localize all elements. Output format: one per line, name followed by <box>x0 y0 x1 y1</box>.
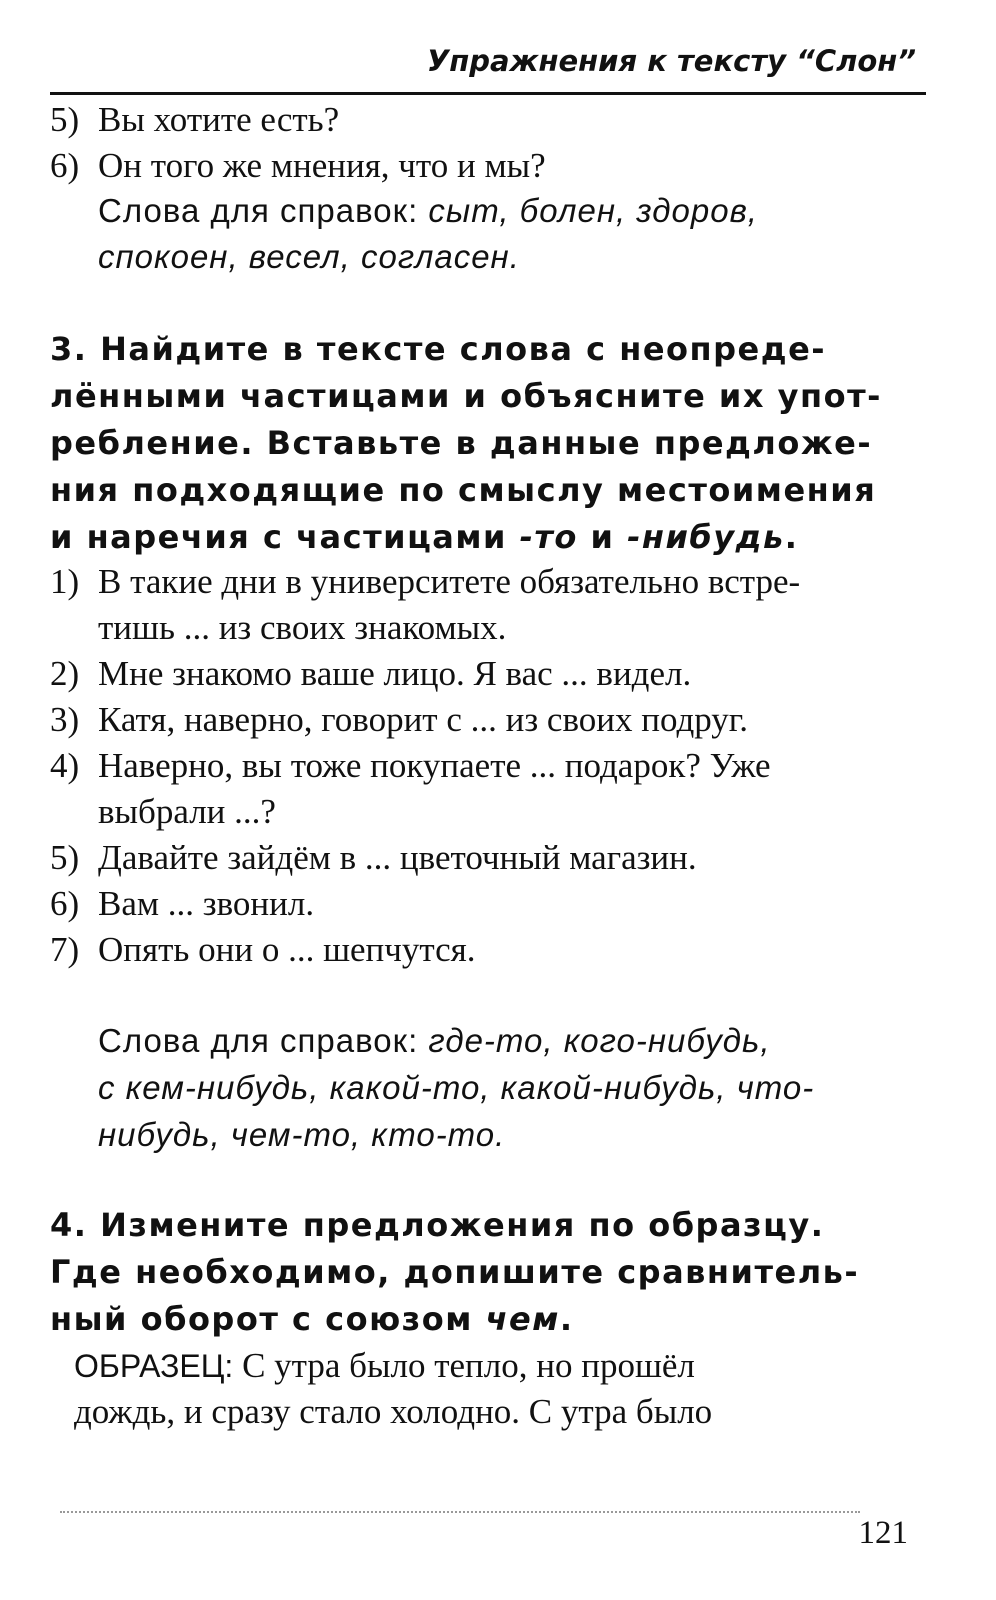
item-number: 6) <box>50 146 80 185</box>
exercise-3-title-line: 3. Найдите в тексте слова с неопреде- <box>50 330 827 368</box>
reference-list-cont: нибудь, чем-то, кто-то. <box>98 1116 506 1153</box>
exercise-3-title-line: и наречия с частицами -то и -нибудь. <box>50 518 799 556</box>
item-text: Вам ... звонил. <box>98 884 315 923</box>
list-item <box>50 146 546 186</box>
item-text: Катя, наверно, говорит с ... из своих подруг. <box>98 700 748 739</box>
list-item <box>50 930 476 970</box>
reference-label: Слова для справок: <box>98 192 419 229</box>
reference-list-cont: спокоен, весел, согласен. <box>98 238 520 275</box>
sample-text: ОБРАЗЕЦ: С утра было тепло, но прошёл <box>74 1346 695 1385</box>
item-number: 3) <box>50 700 80 739</box>
particle-to: -то <box>519 518 578 556</box>
item-text: тишь ... из своих знакомых. <box>98 608 507 647</box>
running-header: Упражнения к тексту “Слон” <box>426 44 916 78</box>
list-item <box>50 654 691 694</box>
item-number: 7) <box>50 930 80 969</box>
list-item <box>50 700 748 740</box>
item-number: 6) <box>50 884 80 923</box>
item-text: Он того же мнения, что и мы? <box>98 146 546 185</box>
list-item <box>50 562 800 602</box>
item-text: Вы хотите есть? <box>98 100 340 139</box>
exercise-3-title-line: ребление. Вставьте в данные предложе- <box>50 424 873 462</box>
item-text: Опять они о ... шепчутся. <box>98 930 476 969</box>
particle-nibud: -нибудь <box>627 518 785 556</box>
footer-rule <box>60 1511 860 1513</box>
list-item-cont <box>50 792 276 832</box>
exercise-4-title-line: 4. Измените предложения по образцу. <box>50 1206 825 1244</box>
reference-words <box>98 1022 771 1060</box>
list-item-cont <box>50 608 506 648</box>
list-item <box>50 838 697 878</box>
item-text: В такие дни в университете обязательно встре- <box>98 562 801 601</box>
item-text: Мне знакомо ваше лицо. Я вас ... видел. <box>98 654 692 693</box>
item-number: 5) <box>50 100 80 139</box>
exercise-3-title-line: ния подходящие по смыслу местоимения <box>50 471 877 509</box>
header-rule <box>50 92 926 95</box>
reference-list: сыт, болен, здоров, <box>428 192 758 229</box>
exercise-4-title-line: ный оборот с союзом чем. <box>50 1300 574 1338</box>
exercise-4-title-line: Где необходимо, допишите сравнитель- <box>50 1253 860 1291</box>
list-item <box>50 884 314 924</box>
reference-list: где-то, кого-нибудь, <box>428 1022 771 1059</box>
page-number: 121 <box>858 1515 908 1551</box>
reference-words <box>98 192 758 230</box>
item-text: Наверно, вы тоже покупаете ... подарок? Уже <box>98 746 771 785</box>
item-number: 1) <box>50 562 80 601</box>
item-number: 4) <box>50 746 80 785</box>
sample-text-cont: дождь, и сразу стало холодно. С утра было <box>74 1392 713 1431</box>
conjunction-chem: чем <box>485 1300 560 1338</box>
reference-label: Слова для справок: <box>98 1022 419 1059</box>
list-item <box>50 100 339 140</box>
exercise-3-title-line: лёнными частицами и объясните их упот- <box>50 377 882 415</box>
list-item <box>50 746 771 786</box>
item-text: выбрали ...? <box>98 792 276 831</box>
item-number: 5) <box>50 838 80 877</box>
reference-list-cont: с кем-нибудь, какой-то, какой-нибудь, что- <box>98 1069 815 1106</box>
item-number: 2) <box>50 654 80 693</box>
sample-label: ОБРАЗЕЦ: <box>74 1348 234 1384</box>
item-text: Давайте зайдём в ... цветочный магазин. <box>98 838 697 877</box>
